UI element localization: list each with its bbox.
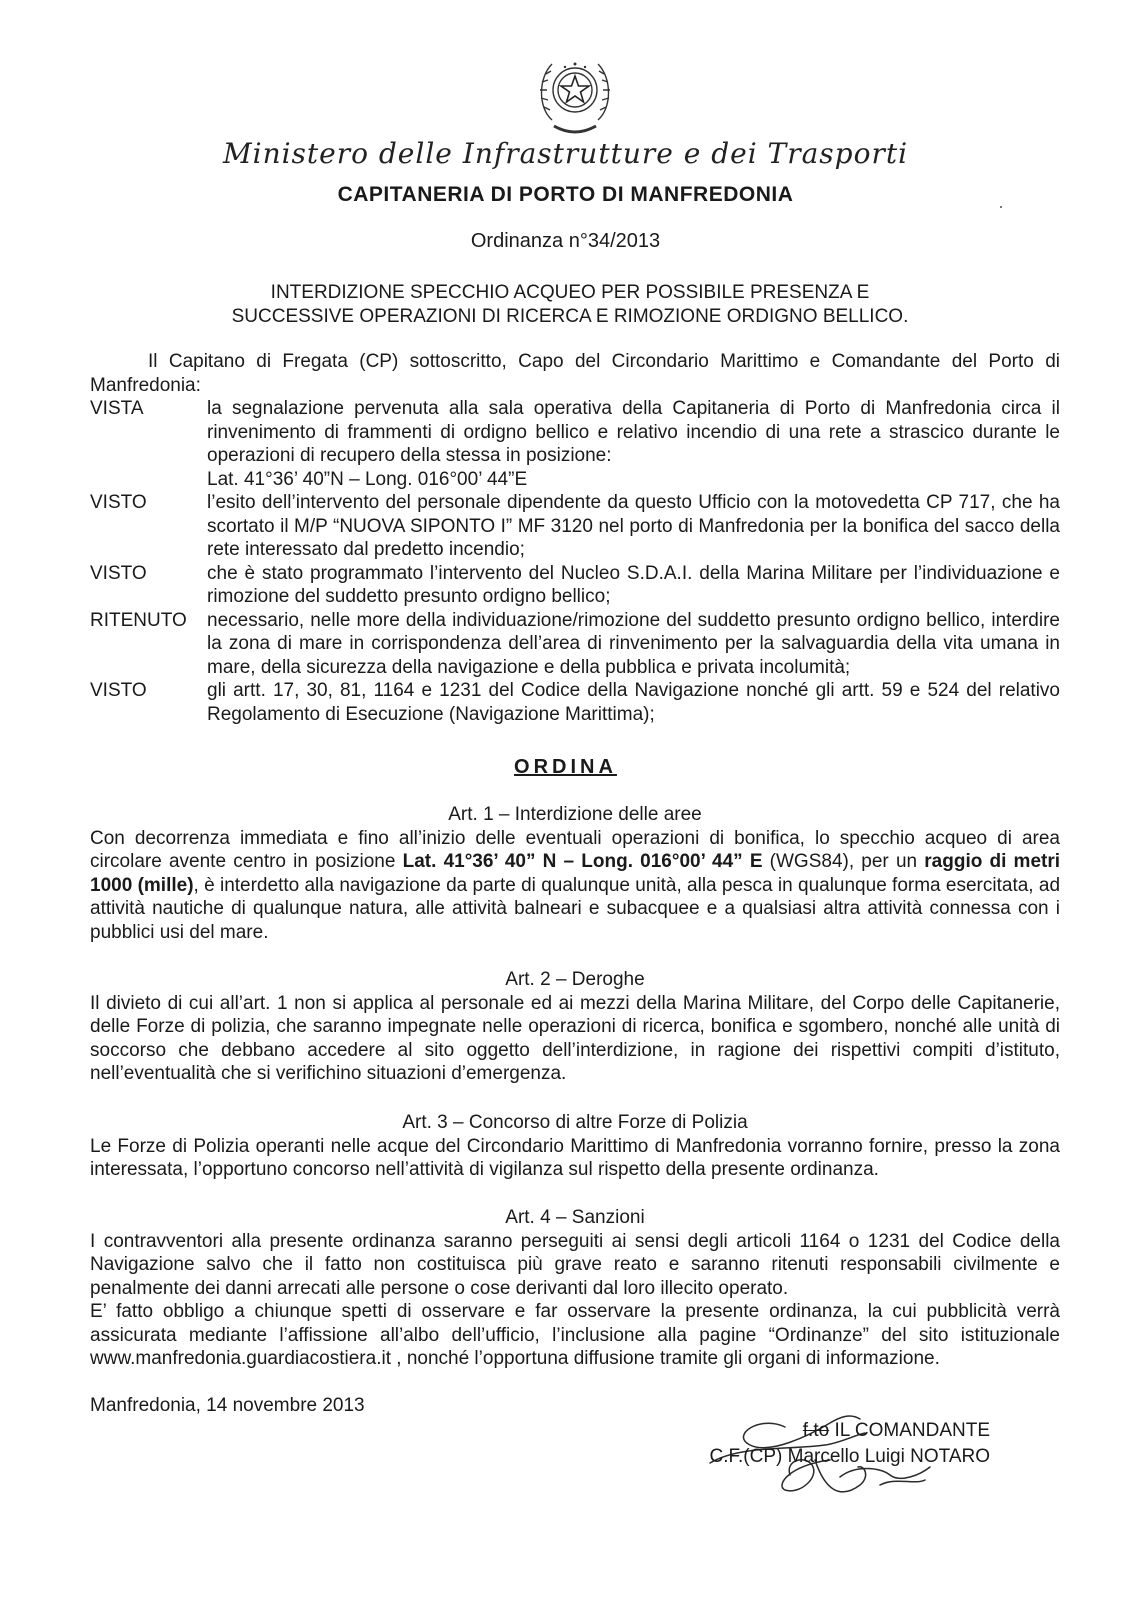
clause-vista xyxy=(90,397,1060,491)
italian-republic-emblem-icon xyxy=(530,50,620,138)
signature-title: f.to IL COMANDANTE xyxy=(802,1420,990,1441)
clause-keyword: VISTO xyxy=(90,680,147,701)
area-center-coordinates: Lat. 41°36’ 40” N – Long. 016°00’ 44” E xyxy=(402,851,763,872)
clause-visto-2 xyxy=(90,562,1060,609)
article-text: I contravventori alla presente ordinanza saranno perseguiti ai sensi degli articoli 1164 o 1231 del Codice della Navigazione salvo che il fatto non costituisca più grave reato e saranno ritenuti responsabili civilmente e penalmente dei danni arrecati alle persone o cose derivanti dal loro illecito operato. xyxy=(90,1230,1060,1299)
article-text: Il divieto di cui all’art. 1 non si applica al personale ed ai mezzi della Marina Militare, del Corpo delle Capitanerie, delle Forze di polizia, che saranno impegnate nelle operazioni di ricerca, bonifica e sgombero, nonché alle unità di soccorso che debbano accedere al sito oggetto dell’interdizione, in ragione dei rispettivi compiti d’istituto, nell’eventualità che si verifichino situazioni d’emergenza. xyxy=(90,992,1060,1084)
clause-text: necessario, nelle more della individuazione/rimozione del suddetto presunto ordigno bellico, interdire la zona di mare in corrispondenza dell’area di rinvenimento per la salvaguardia della vita umana in mare, della sicurezza della navigazione e della pubblica e privata incolumità; xyxy=(207,609,1060,678)
ordinance-subject xyxy=(90,281,1050,329)
subject-line-2: SUCCESSIVE OPERAZIONI DI RICERCA E RIMOZIONE ORDIGNO BELLICO. xyxy=(231,306,909,327)
clause-keyword: RITENUTO xyxy=(90,609,187,631)
signature-block xyxy=(660,1418,990,1470)
place-and-date: Manfredonia, 14 novembre 2013 xyxy=(90,1395,365,1416)
article-2 xyxy=(90,968,1060,1086)
article-4 xyxy=(90,1206,1060,1371)
clause-text: che è stato programmato l’intervento del Nucleo S.D.A.I. della Marina Militare per l’individuazione e rimozione del suddetto presunto ordigno bellico; xyxy=(207,562,1060,607)
clause-keyword: VISTO xyxy=(90,562,147,584)
clause-position: Lat. 41°36’ 40”N – Long. 016°00’ 44”E xyxy=(207,468,528,490)
clause-ritenuto xyxy=(90,609,1060,680)
clause-text: la segnalazione pervenuta alla sala operativa della Capitaneria di Porto di Manfredonia circa il rinvenimento di frammenti di ordigno bellico e relativo incendio di una rete a strascico durante le operazioni di recupero della stessa in posizione: xyxy=(207,398,1060,466)
article-text: Con decorrenza immediata e fino all’inizio delle eventuali operazioni di bonifica, lo specchio acqueo di area circolare avente centro in posizione Lat. 41°36’ 40” N – Long. 016°00’ 44” E (WGS84), per un raggio di metri 1000 (mille), è interdetto alla navigazione da parte di qualunque unità, alla pesca in qualunque forma esercitata, ad attività nautiche di qualunque natura, alle attività balneari e subacquee e a qualsiasi altra attività connessa con i pubblici usi del mare. xyxy=(90,827,1061,943)
preamble-clauses xyxy=(90,397,1060,726)
office-name: CAPITANERIA DI PORTO DI MANFREDONIA xyxy=(337,183,794,206)
article-text: E’ fatto obbligo a chiunque spetti di osservare e far osservare la presente ordinanza, la cui pubblicità verrà assicurata mediante l’affissione all’albo dell’ufficio, l’inclusione alla pagine “Ordinanze” del sito istituzionale www.manfredonia.guardiacostiera.it , nonché l’opportuna diffusione tramite gli organi di informazione. xyxy=(90,1301,1060,1369)
article-title: Art. 4 – Sanzioni xyxy=(505,1207,645,1228)
signatory-name: C.F.(CP) Marcello Luigi NOTARO xyxy=(709,1446,990,1467)
ordinance-number: Ordinanza n°34/2013 xyxy=(470,230,661,252)
ministry-name: Ministero delle Infrastrutture e dei Trasporti xyxy=(222,137,909,170)
scan-speck xyxy=(1000,206,1002,208)
clause-text: l’esito dell’intervento del personale dipendente da questo Ufficio con la motovedetta CP 717, che ha scortato il M/P “NUOVA SIPONTO I” MF 3120 nel porto di Manfredonia per la bonifica del sacco della rete interessato dal predetto incendio; xyxy=(207,492,1060,560)
area-radius: raggio di metri 1000 (mille) xyxy=(90,851,1061,896)
article-title: Art. 1 – Interdizione delle aree xyxy=(448,804,702,825)
article-text: Le Forze di Polizia operanti nelle acque del Circondario Marittimo di Manfredonia vorranno fornire, presso la zona interessata, l’opportuno concorso nell’attività di vigilanza sul rispetto della presente ordinanza. xyxy=(90,1135,1060,1180)
clause-keyword: VISTA xyxy=(90,398,144,419)
subject-line-1: INTERDIZIONE SPECCHIO ACQUEO PER POSSIBILE PRESENZA E xyxy=(270,282,870,303)
ordina-heading: ORDINA xyxy=(514,756,617,778)
intro-text: Il Capitano di Fregata (CP) sottoscritto, Capo del Circondario Marittimo e Comandante del Porto di Manfredonia: xyxy=(90,351,1060,396)
article-3 xyxy=(90,1111,1060,1182)
struck-prefix: f.to xyxy=(802,1420,830,1441)
article-title: Art. 3 – Concorso di altre Forze di Polizia xyxy=(402,1112,748,1133)
clause-visto-3 xyxy=(90,679,1060,726)
article-title: Art. 2 – Deroghe xyxy=(505,969,645,990)
clause-text: gli artt. 17, 30, 81, 1164 e 1231 del Codice della Navigazione nonché gli artt. 59 e 524 del relativo Regolamento di Esecuzione (Navigazione Marittima); xyxy=(207,680,1060,725)
clause-visto-1 xyxy=(90,491,1060,562)
clause-keyword: VISTO xyxy=(90,492,147,513)
article-1 xyxy=(90,803,1060,944)
intro-paragraph xyxy=(90,350,1060,397)
